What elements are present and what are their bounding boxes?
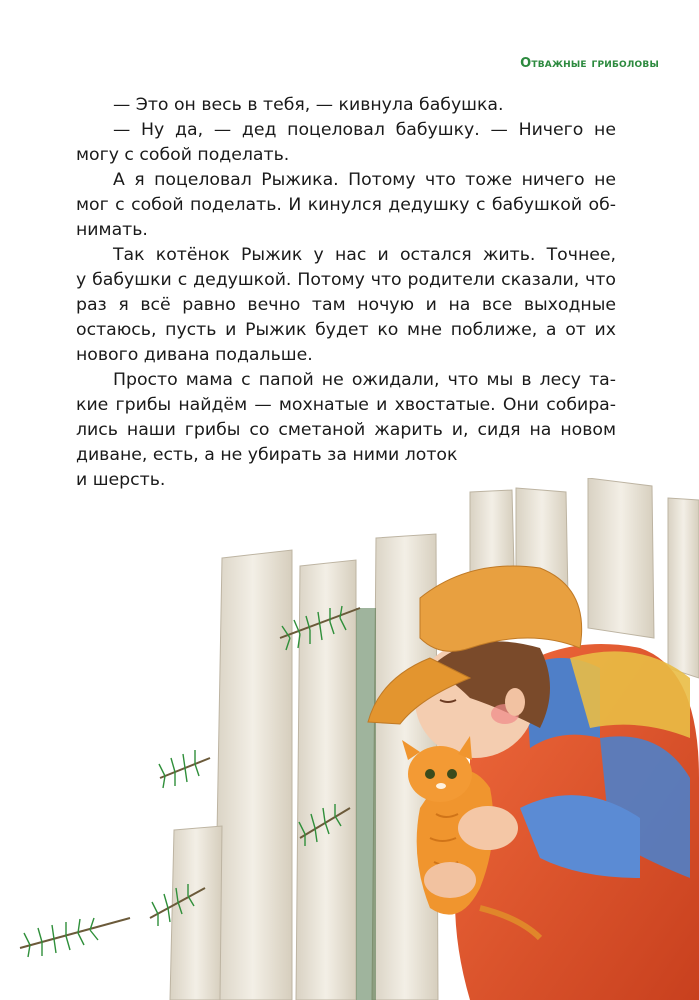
text-line: А я поцеловал Рыжика. Потому что тоже ничего не	[113, 170, 616, 190]
text-line: — Это он весь в тебя, — кивнула бабушка.	[113, 95, 504, 115]
text-line: кие грибы найдём — мохнатые и хвостатые. Они собира-	[76, 395, 616, 415]
text-line: остаюсь, пусть и Рыжик будет ко мне поближе, а от их	[76, 320, 616, 340]
story-text	[76, 93, 616, 493]
text-line: нового дивана подальше.	[76, 345, 313, 365]
text-line: нимать.	[76, 220, 148, 240]
running-title: Отважные гриболовы	[520, 56, 659, 71]
text-line: и шерсть.	[76, 470, 166, 490]
illustration-boy-with-kitten	[0, 478, 699, 1000]
text-line: лись наши грибы со сметаной жарить и, сидя на новом	[76, 420, 616, 440]
text-line: раз я всё равно вечно там ночую и на все выходные	[76, 295, 616, 315]
text-line: диване, есть, а не убирать за ними лоток	[76, 445, 458, 465]
text-line: Так котёнок Рыжик у нас и остался жить. Точнее,	[113, 245, 616, 265]
text-line: мог с собой поделать. И кинулся дедушку с бабушкой об-	[76, 195, 616, 215]
text-line: у бабушки с дедушкой. Потому что родители сказали, что	[76, 270, 616, 290]
text-line: Просто мама с папой не ожидали, что мы в лесу та-	[113, 370, 616, 390]
text-line: могу с собой поделать.	[76, 145, 290, 165]
text-line: — Ну да, — дед поцеловал бабушку. — Ничего не	[113, 120, 616, 140]
